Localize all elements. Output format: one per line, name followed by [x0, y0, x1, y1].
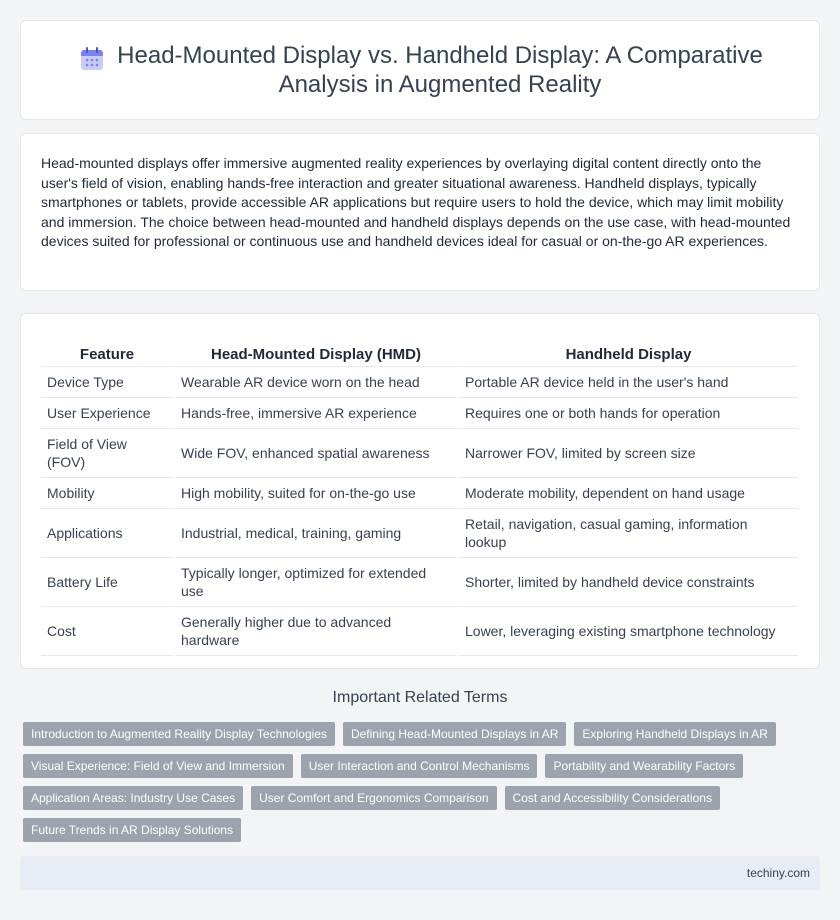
- handheld-cell: Lower, leveraging existing smartphone technology: [458, 606, 798, 655]
- handheld-cell: Portable AR device held in the user's hand: [458, 366, 798, 397]
- table-row: [41, 397, 798, 428]
- footer: [20, 856, 820, 890]
- comparison-table-card: [20, 313, 820, 669]
- comparison-table: [41, 334, 798, 656]
- header-feature: Feature: [41, 334, 174, 366]
- related-term-tag[interactable]: Introduction to Augmented Reality Display Technologies: [23, 722, 335, 746]
- feature-cell: Battery Life: [41, 557, 174, 606]
- hmd-cell: Wearable AR device worn on the head: [174, 366, 458, 397]
- footer-brand-link[interactable]: techiny.com: [746, 866, 810, 880]
- intro-paragraph: Head-mounted displays offer immersive augmented reality experiences by overlaying digital content directly onto the user's field of vision, enabling hands-free interaction and greater situational awareness. Handheld displays, typically smartphones or tablets, provide accessible AR applications but require users to hold the device, which may limit mobility and immersion. The choice between head-mounted and handheld displays depends on the use case, with head-mounted devices suited for professional or continuous use and handheld devices ideal for casual or on-the-go AR experiences.: [41, 155, 791, 249]
- hmd-cell: Wide FOV, enhanced spatial awareness: [174, 428, 458, 477]
- related-term-tag[interactable]: Application Areas: Industry Use Cases: [23, 786, 243, 810]
- related-term-tag[interactable]: Visual Experience: Field of View and Immersion: [23, 754, 293, 778]
- hmd-cell: Typically longer, optimized for extended use: [174, 557, 458, 606]
- table-header-row: [41, 334, 798, 366]
- intro-card: [20, 133, 820, 291]
- hmd-cell: High mobility, suited for on-the-go use: [174, 477, 458, 508]
- related-term-tag[interactable]: Portability and Wearability Factors: [545, 754, 743, 778]
- hmd-cell: Industrial, medical, training, gaming: [174, 508, 458, 557]
- related-term-tag[interactable]: Exploring Handheld Displays in AR: [574, 722, 775, 746]
- table-row: [41, 428, 798, 477]
- header-handheld: Handheld Display: [458, 334, 798, 366]
- related-term-tag[interactable]: Future Trends in AR Display Solutions: [23, 818, 241, 842]
- page-title: Head-Mounted Display vs. Handheld Display: A Comparative Analysis in Augmented Reality: [117, 42, 763, 98]
- header-hmd: Head-Mounted Display (HMD): [174, 334, 458, 366]
- table-row: [41, 366, 798, 397]
- feature-cell: Mobility: [41, 477, 174, 508]
- handheld-cell: Retail, navigation, casual gaming, information lookup: [458, 508, 798, 557]
- handheld-cell: Requires one or both hands for operation: [458, 397, 798, 428]
- handheld-cell: Moderate mobility, dependent on hand usage: [458, 477, 798, 508]
- feature-cell: Applications: [41, 508, 174, 557]
- table-row: [41, 606, 798, 655]
- table-row: [41, 557, 798, 606]
- related-term-tag[interactable]: User Interaction and Control Mechanisms: [301, 754, 538, 778]
- feature-cell: Device Type: [41, 366, 174, 397]
- table-row: [41, 477, 798, 508]
- related-term-tag[interactable]: Cost and Accessibility Considerations: [505, 786, 720, 810]
- table-row: [41, 508, 798, 557]
- feature-cell: Field of View (FOV): [41, 428, 174, 477]
- related-term-tag[interactable]: User Comfort and Ergonomics Comparison: [251, 786, 496, 810]
- related-term-tag[interactable]: Defining Head-Mounted Displays in AR: [343, 722, 566, 746]
- feature-cell: User Experience: [41, 397, 174, 428]
- related-terms-title: Important Related Terms: [332, 689, 508, 706]
- handheld-cell: Shorter, limited by handheld device constraints: [458, 557, 798, 606]
- hmd-cell: Hands-free, immersive AR experience: [174, 397, 458, 428]
- feature-cell: Cost: [41, 606, 174, 655]
- header-card: [20, 20, 820, 120]
- handheld-cell: Narrower FOV, limited by screen size: [458, 428, 798, 477]
- hmd-cell: Generally higher due to advanced hardware: [174, 606, 458, 655]
- related-terms-list: [23, 722, 823, 850]
